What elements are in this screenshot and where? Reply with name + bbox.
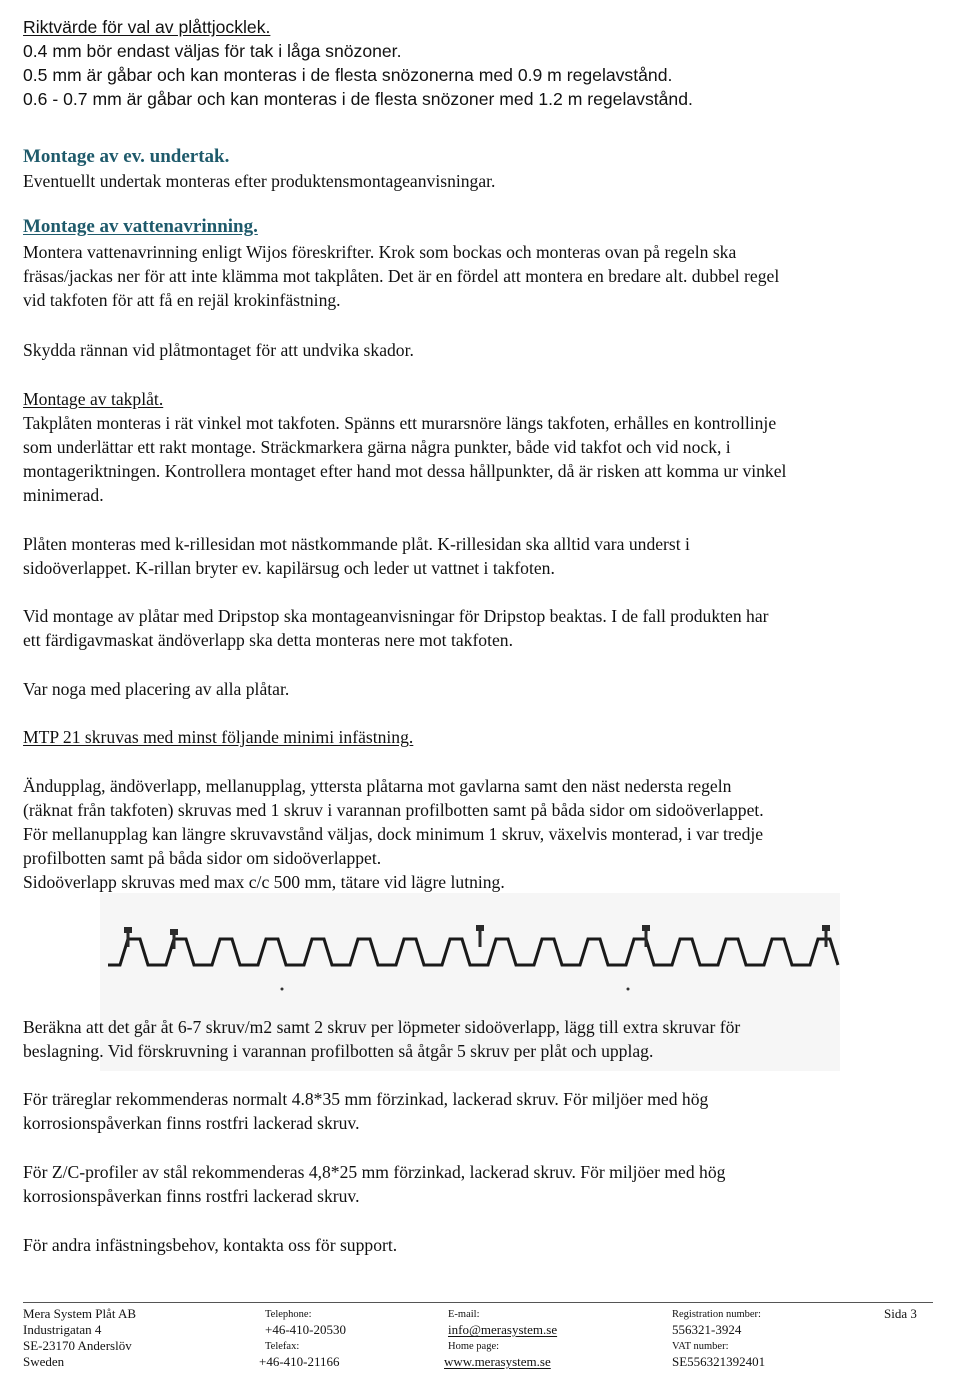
zc-line: För Z/C-profiler av stål rekommenderas 4,8*25 mm förzinkad, lackerad skruv. För miljöer med hög (23, 1162, 726, 1182)
takplat-line: montageriktningen. Kontrollera montaget efter hand mot dessa hållpunkter, då är risken att komma ur vinkel (23, 461, 787, 481)
footer-reg-number: 556321-3924 (672, 1322, 742, 1337)
intro-line: 0.5 mm är gåbar och kan monteras i de flesta snözonerna med 0.9 m regelavstånd. (23, 65, 673, 85)
marker-dot (281, 988, 284, 991)
sheet-profile-line (108, 939, 838, 965)
footer-company-city: SE-23170 Anderslöv (23, 1338, 132, 1353)
footer-home-label: Home page: (448, 1341, 500, 1352)
footer-email-link[interactable]: info@merasystem.se (448, 1322, 558, 1337)
zc-line: korrosionspåverkan finns rostfri lackerad skruv. (23, 1186, 360, 1206)
vatten-line: fräsas/jackas ner för att inte klämma mot takplåten. Det är en fördel att montera en bredare alt. dubbel regel (23, 266, 780, 286)
skruv-line: Ändupplag, ändöverlapp, mellanupplag, yttersta plåtarna mot gavlarna samt den näst nedersta regeln (23, 776, 732, 796)
vatten-line: vid takfoten för att få en rejäl krokinfästning. (23, 290, 341, 310)
calc-line: Beräkna att det går åt 6-7 skruv/m2 samt 2 skruv per löpmeter sidoöverlapp, lägg till extra skruvar för (23, 1017, 741, 1037)
footer-divider (23, 1302, 933, 1303)
support-note: För andra infästningsbehov, kontakta oss för support. (23, 1235, 398, 1255)
vatten-note: Skydda rännan vid plåtmontaget för att undvika skador. (23, 340, 414, 360)
footer-home-link[interactable]: www.merasystem.se (444, 1354, 551, 1369)
takplat-heading: Montage av takplåt. (23, 389, 164, 409)
footer-telephone: +46-410-20530 (265, 1322, 346, 1337)
footer-fax: +46-410-21166 (259, 1354, 340, 1369)
undertak-heading: Montage av ev. undertak. (23, 146, 230, 167)
footer-company-street: Industrigatan 4 (23, 1322, 102, 1337)
placering-note: Var noga med placering av alla plåtar. (23, 679, 290, 699)
tra-line: För träreglar rekommenderas normalt 4.8*35 mm förzinkad, lackerad skruv. För miljöer med hög (23, 1089, 709, 1109)
profile-sheet-figure (100, 893, 840, 998)
marker-dot (627, 988, 630, 991)
footer-telephone-label: Telephone: (265, 1309, 312, 1320)
skruv-line: Sidoöverlapp skruvas med max c/c 500 mm, tätare vid lägre lutning. (23, 872, 505, 892)
dripstop-line: Vid montage av plåtar med Dripstop ska montageanvisningar för Dripstop beaktas. I de fall produkten har (23, 606, 769, 626)
krille-line: Plåten monteras med k-rillesidan mot nästkommande plåt. K-rillesidan ska alltid vara underst i (23, 534, 690, 554)
intro-line: 0.4 mm bör endast väljas för tak i låga snözoner. (23, 41, 402, 61)
takplat-line: minimerad. (23, 485, 104, 505)
intro-heading: Riktvärde för val av plåttjocklek. (23, 17, 271, 37)
undertak-text: Eventuellt undertak monteras efter produktensmontageanvisningar. (23, 171, 496, 191)
skruv-line: profilbotten samt på båda sidor om sidoöverlappet. (23, 848, 382, 868)
skruv-line: (räknat från takfoten) skruvas med 1 skruv i varannan profilbotten samt på båda sidor om sidoöverlappet. (23, 800, 764, 820)
vatten-heading: Montage av vattenavrinning. (23, 216, 258, 237)
footer-vat-number: SE556321392401 (672, 1354, 766, 1369)
krille-line: sidoöverlappet. K-rillan bryter ev. kapilärsug och leder ut vattnet i takfoten. (23, 558, 555, 578)
screw-icon (822, 925, 830, 947)
dripstop-line: ett färdigavmaskat ändöverlapp ska detta monteras nere mot takfoten. (23, 630, 513, 650)
screw-icon (476, 925, 484, 947)
page-number: Sida 3 (884, 1306, 917, 1321)
calc-line: beslagning. Vid förskruvning i varannan profilbotten så åtgår 5 skruv per plåt och upplag. (23, 1041, 654, 1061)
skruv-heading: MTP 21 skruvas med minst följande minimi infästning. (23, 727, 414, 747)
trapezoid-profile-diagram (100, 893, 840, 998)
footer-reg-label: Registration number: (672, 1309, 761, 1320)
footer-company-name: Mera System Plåt AB (23, 1306, 137, 1321)
footer-vat-label: VAT number: (672, 1341, 729, 1352)
footer-company-country: Sweden (23, 1354, 65, 1369)
footer-fax-label: Telefax: (265, 1341, 300, 1352)
tra-line: korrosionspåverkan finns rostfri lackerad skruv. (23, 1113, 360, 1133)
skruv-line: För mellanupplag kan längre skruvavstånd väljas, dock minimum 1 skruv, växelvis monterad, i var tredje (23, 824, 764, 844)
vatten-line: Montera vattenavrinning enligt Wijos föreskrifter. Krok som bockas och monteras ovan på regeln ska (23, 242, 737, 262)
intro-line: 0.6 - 0.7 mm är gåbar och kan monteras i de flesta snözoner med 1.2 m regelavstånd. (23, 89, 693, 109)
takplat-line: som underlättar ett rakt montage. Sträckmarkera gärna några punkter, både vid takfot och vid nock, i (23, 437, 731, 457)
takplat-line: Takplåten monteras i rät vinkel mot takfoten. Spänns ett murarsnöre längs takfoten, erhålles en kontrollinje (23, 413, 777, 433)
footer-email-label: E-mail: (448, 1309, 480, 1320)
